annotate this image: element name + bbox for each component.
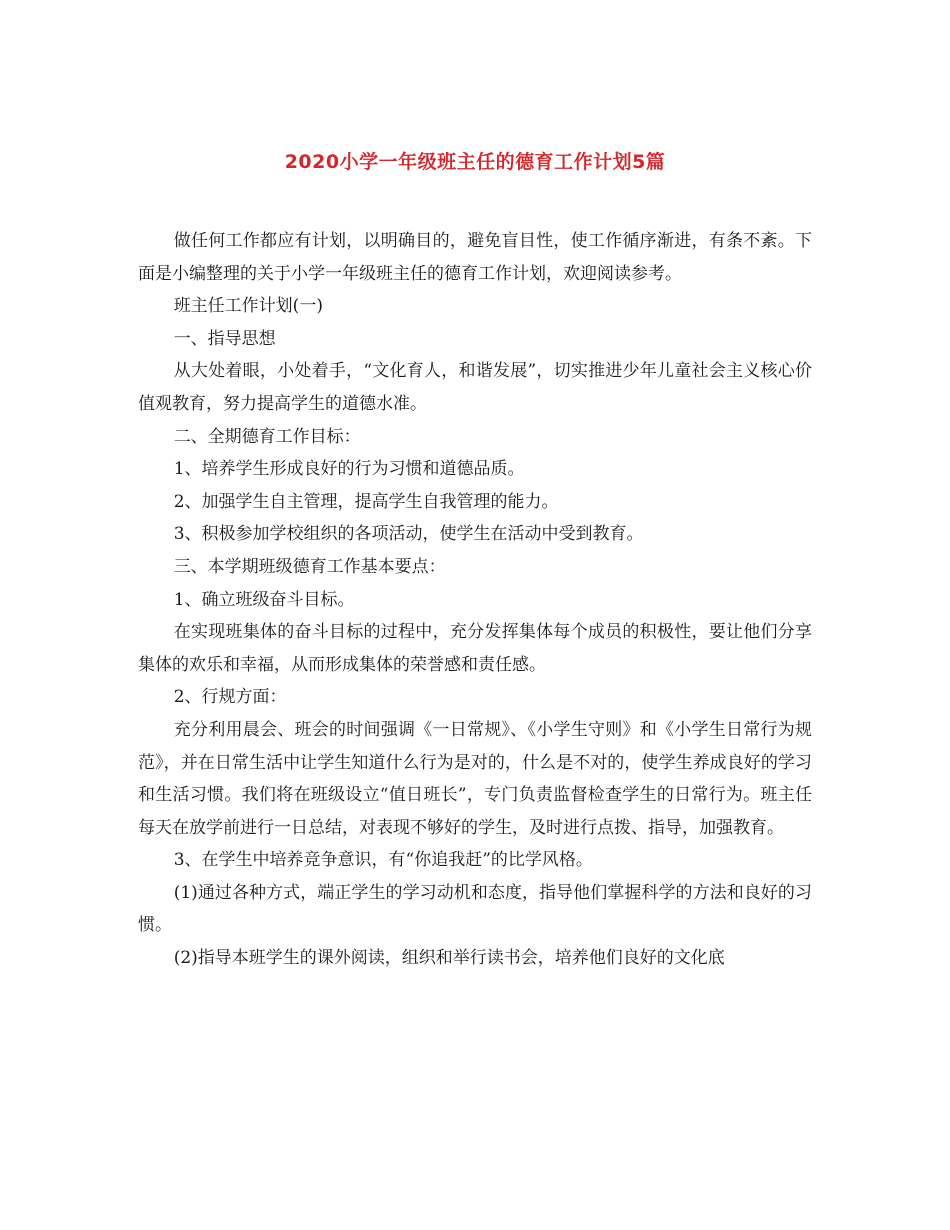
document-body — [138, 225, 812, 975]
paragraph-list-item: 3、积极参加学校组织的各项活动，使学生在活动中受到教育。 — [173, 524, 644, 545]
paragraph-intro: 做任何工作都应有计划，以明确目的，避免盲目性，使工作循序渐进，有条不紊。下面是小编整理的关于小学一年级班主任的德育工作计划，欢迎阅读参考。 — [138, 231, 812, 284]
paragraph-sub-item: (2)指导本班学生的课外阅读，组织和举行读书会，培养他们良好的文化底 — [173, 948, 725, 969]
paragraph-list-item: 2、行规方面： — [173, 687, 287, 708]
paragraph: 充分利用晨会、班会的时间强调《一日常规》、《小学生守则》和《小学生日常行为规范》，并在日常生活中让学生知道什么行为是对的，什么是不对的，使学生养成良好的学习和生活习惯。我们将在班级设立“值日班长”，专门负责监督检查学生的日常行为。班主任每天在放学前进行一日总结，对表现不够好的学生，及时进行点拨、指导，加强教育。 — [138, 719, 812, 838]
document-title: 2020小学一年级班主任的德育工作计划5篇 — [284, 151, 666, 173]
paragraph: 从大处着眼，小处着手，“文化育人，和谐发展”，切实推进少年儿童社会主义核心价值观教育，努力提高学生的道德水准。 — [138, 361, 812, 414]
paragraph-plan-heading: 班主任工作计划(一) — [173, 296, 323, 317]
paragraph-section-heading: 三、本学期班级德育工作基本要点： — [173, 556, 446, 577]
paragraph-section-heading: 二、全期德育工作目标： — [173, 426, 361, 447]
paragraph-list-item: 3、在学生中培养竞争意识，有“你追我赶”的比学风格。 — [173, 850, 593, 871]
paragraph-list-item: 1、确立班级奋斗目标。 — [173, 589, 355, 610]
paragraph-list-item: 1、培养学生形成良好的行为习惯和道德品质。 — [173, 459, 525, 480]
paragraph-sub-item: (1)通过各种方式，端正学生的学习动机和态度，指导他们掌握科学的方法和良好的习惯。 — [138, 882, 812, 936]
paragraph-section-heading: 一、指导思想 — [173, 328, 276, 349]
paragraph-list-item: 2、加强学生自主管理，提高学生自我管理的能力。 — [173, 491, 559, 512]
paragraph: 在实现班集体的奋斗目标的过程中，充分发挥集体每个成员的积极性，要让他们分享集体的欢乐和幸福，从而形成集体的荣誉感和责任感。 — [138, 622, 812, 675]
